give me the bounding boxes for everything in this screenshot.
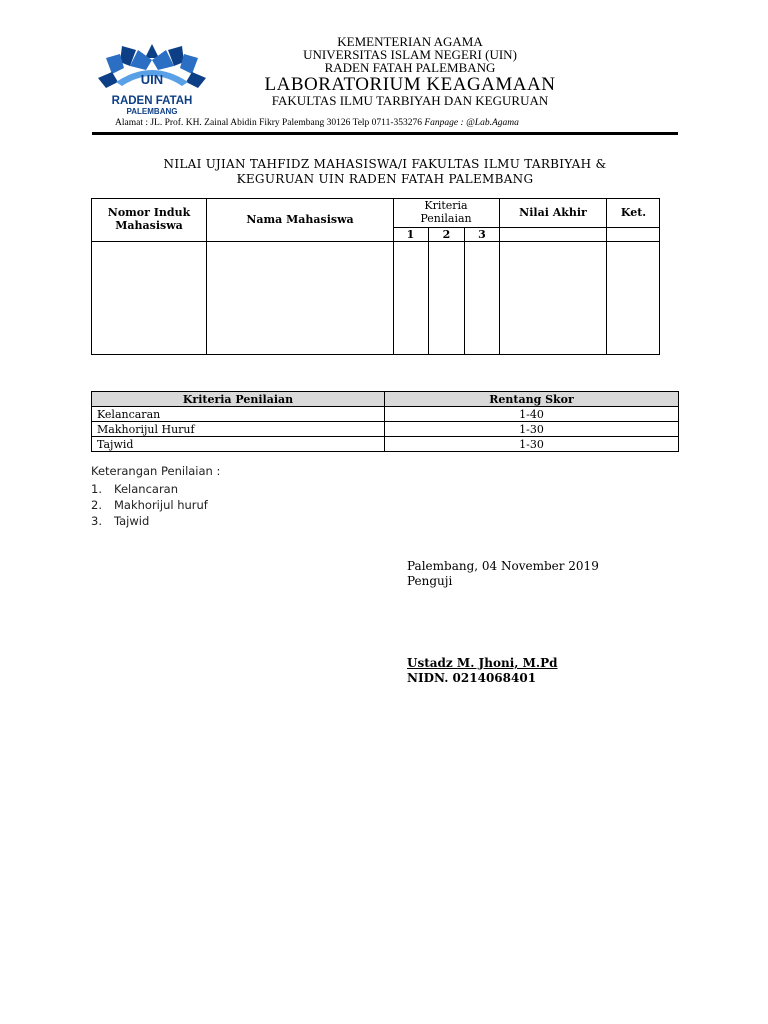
list-item-number: 3. bbox=[91, 514, 102, 528]
uin-raden-fatah-logo bbox=[96, 38, 208, 120]
criteria-name: Tajwid bbox=[92, 437, 385, 452]
list-item bbox=[91, 514, 149, 528]
criteria-table bbox=[91, 391, 679, 452]
list-item bbox=[91, 498, 208, 512]
list-item bbox=[91, 482, 178, 496]
examiner-role: Penguji bbox=[407, 574, 453, 588]
notes-heading: Keterangan Penilaian : bbox=[91, 464, 221, 478]
table-row bbox=[92, 407, 679, 422]
address-text: Alamat : JL. Prof. KH. Zainal Abidin Fikry Palembang 30126 Telp 0711-353276 bbox=[115, 118, 422, 128]
table-row bbox=[92, 422, 679, 437]
sub-col-1: 1 bbox=[406, 228, 415, 241]
criteria-header-range: Rentang Skor bbox=[385, 392, 679, 407]
address-line bbox=[115, 118, 519, 128]
document-title-line1: NILAI UJIAN TAHFIDZ MAHASISWA/I FAKULTAS ILMU TARBIYAH & bbox=[163, 157, 607, 171]
letterhead-rule bbox=[92, 132, 678, 135]
col-header-note: Ket. bbox=[620, 206, 647, 219]
examiner-name: Ustadz M. Jhoni, M.Pd bbox=[407, 656, 558, 670]
examiner-nidn: NIDN. 0214068401 bbox=[407, 671, 537, 685]
logo-name-text: RADEN FATAH bbox=[111, 95, 193, 107]
col-header-nim-line2: Mahasiswa bbox=[115, 219, 183, 232]
criteria-range: 1-40 bbox=[385, 407, 679, 422]
list-item-text: Tajwid bbox=[114, 514, 150, 528]
criteria-header-name: Kriteria Penilaian bbox=[92, 392, 385, 407]
criteria-range: 1-30 bbox=[385, 437, 679, 452]
criteria-table-header bbox=[92, 392, 679, 407]
criteria-range: 1-30 bbox=[385, 422, 679, 437]
list-item-number: 1. bbox=[91, 482, 102, 496]
logo-city-text: PALEMBANG bbox=[126, 107, 178, 116]
col-header-final-score: Nilai Akhir bbox=[519, 206, 587, 219]
list-item-text: Kelancaran bbox=[114, 482, 179, 496]
col-header-nim bbox=[91, 206, 207, 232]
fanpage-value: : @Lab.Agama bbox=[460, 118, 519, 128]
list-item-text: Makhorijul huruf bbox=[114, 498, 208, 512]
ministry-line: KEMENTERIAN AGAMA bbox=[337, 34, 483, 49]
place-and-date: Palembang, 04 November 2019 bbox=[407, 559, 599, 573]
sub-col-3: 3 bbox=[478, 228, 486, 241]
university-name-line: RADEN FATAH PALEMBANG bbox=[324, 60, 496, 75]
university-line: UNIVERSITAS ISLAM NEGERI (UIN) bbox=[303, 47, 517, 62]
col-header-nim-line1: Nomor Induk bbox=[107, 206, 191, 219]
criteria-name: Makhorijul Huruf bbox=[92, 422, 385, 437]
faculty-line: FAKULTAS ILMU TARBIYAH DAN KEGURUAN bbox=[271, 93, 549, 108]
col-header-criteria-line2: Penilaian bbox=[420, 212, 472, 225]
list-item-number: 2. bbox=[91, 498, 102, 512]
col-header-name: Nama Mahasiswa bbox=[246, 213, 354, 226]
col-header-criteria-line1: Kriteria bbox=[424, 199, 468, 212]
document-title-line2: KEGURUAN UIN RADEN FATAH PALEMBANG bbox=[236, 172, 534, 186]
criteria-name: Kelancaran bbox=[92, 407, 385, 422]
score-table bbox=[91, 198, 660, 355]
fanpage-label: Fanpage bbox=[424, 118, 459, 128]
col-header-criteria bbox=[393, 199, 499, 225]
table-row bbox=[92, 437, 679, 452]
logo-uin-text: UIN bbox=[140, 72, 164, 87]
laboratory-name: LABORATORIUM KEAGAMAAN bbox=[264, 74, 556, 95]
sub-col-2: 2 bbox=[442, 228, 451, 241]
